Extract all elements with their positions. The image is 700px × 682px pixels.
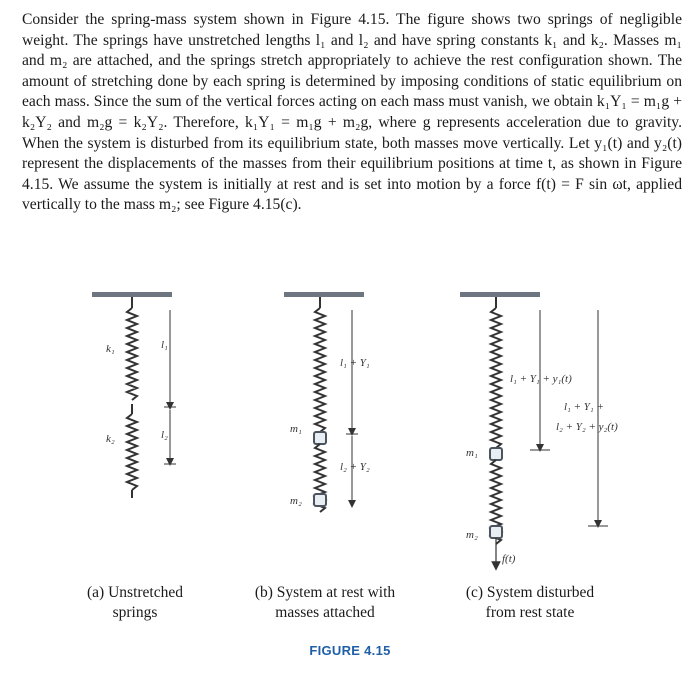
spring-b-k1	[315, 308, 325, 432]
caption-b-line1: (b) System at rest with	[254, 584, 396, 601]
label-c-top: l₁ + Y₁ + y₁(t)	[510, 373, 572, 385]
mass-c-m1	[490, 448, 502, 460]
ceiling-b	[284, 292, 364, 297]
spring-c-k1	[491, 308, 501, 448]
caption-b	[225, 583, 425, 623]
mass-b-m2	[314, 494, 326, 506]
ceiling-c	[460, 292, 540, 297]
caption-c-line2: from rest state	[485, 604, 575, 621]
body-paragraph: Consider the spring-mass system shown in Figure 4.15. The figure shows two springs of negligible weight. The springs have unstretched lengths l₁ and l₂ and have spring constants k₁ and k₂. Masses m₁ and m₂ are attached, and the springs stretch appropriately to achieve the rest configuration shown. The amount of stretching done by each spring is determined by imposing conditions of static equilibrium on each mass. Since the sum of the vertical forces acting on each mass must vanish, we obtain k₁Y₁ = m₁g + k₂Y₂ and m₂g = k₂Y₂. Therefore, k₁Y₁ = m₁g + m₂g, where g represents acceleration due to gravity. When the system is disturbed from its equilibrium state, both masses move vertically. Let y₁(t) and y₂(t) represent the displacements of the masses from their equilibrium positions at time t, as shown in Figure 4.15. We assume the system is initially at rest and is set into motion by a force f(t) = F sin ωt, applied vertically to the mass m₂; see Figure 4.15(c).	[22, 11, 682, 214]
label-b-m1: m₁	[290, 423, 302, 435]
caption-b-line2: masses attached	[275, 604, 375, 621]
spring-a-k2	[127, 414, 137, 490]
ceiling-a	[92, 292, 172, 297]
panel-b	[284, 292, 370, 512]
label-a-k2: k₂	[106, 433, 115, 445]
label-a-k1: k₁	[106, 343, 115, 355]
label-c-force: f(t)	[502, 553, 516, 565]
caption-a-line2: springs	[112, 604, 158, 621]
figure-title: FIGURE 4.15	[309, 643, 391, 658]
caption-a	[60, 583, 210, 623]
caption-c-line1: (c) System disturbed	[465, 584, 595, 601]
label-c-m1: m₁	[466, 447, 478, 459]
label-b-l2Y2: l₂ + Y₂	[340, 461, 370, 473]
spring-a-k1	[127, 308, 137, 400]
label-b-m2: m₂	[290, 495, 302, 507]
label-c-right2: l₂ + Y₂ + y₂(t)	[556, 421, 618, 433]
caption-c	[440, 583, 620, 623]
label-b-l1Y1: l₁ + Y₁	[340, 357, 370, 369]
panel-c	[460, 292, 618, 566]
panel-a	[92, 292, 176, 498]
label-c-right1: l₁ + Y₁ +	[564, 401, 604, 413]
mass-c-m2	[490, 526, 502, 538]
figure-4-15	[0, 280, 700, 580]
label-a-l1: l₁	[161, 339, 168, 351]
caption-a-line1: (a) Unstretched	[87, 584, 183, 601]
label-a-l2: l₂	[161, 429, 168, 441]
mass-b-m1	[314, 432, 326, 444]
label-c-m2: m₂	[466, 529, 478, 541]
